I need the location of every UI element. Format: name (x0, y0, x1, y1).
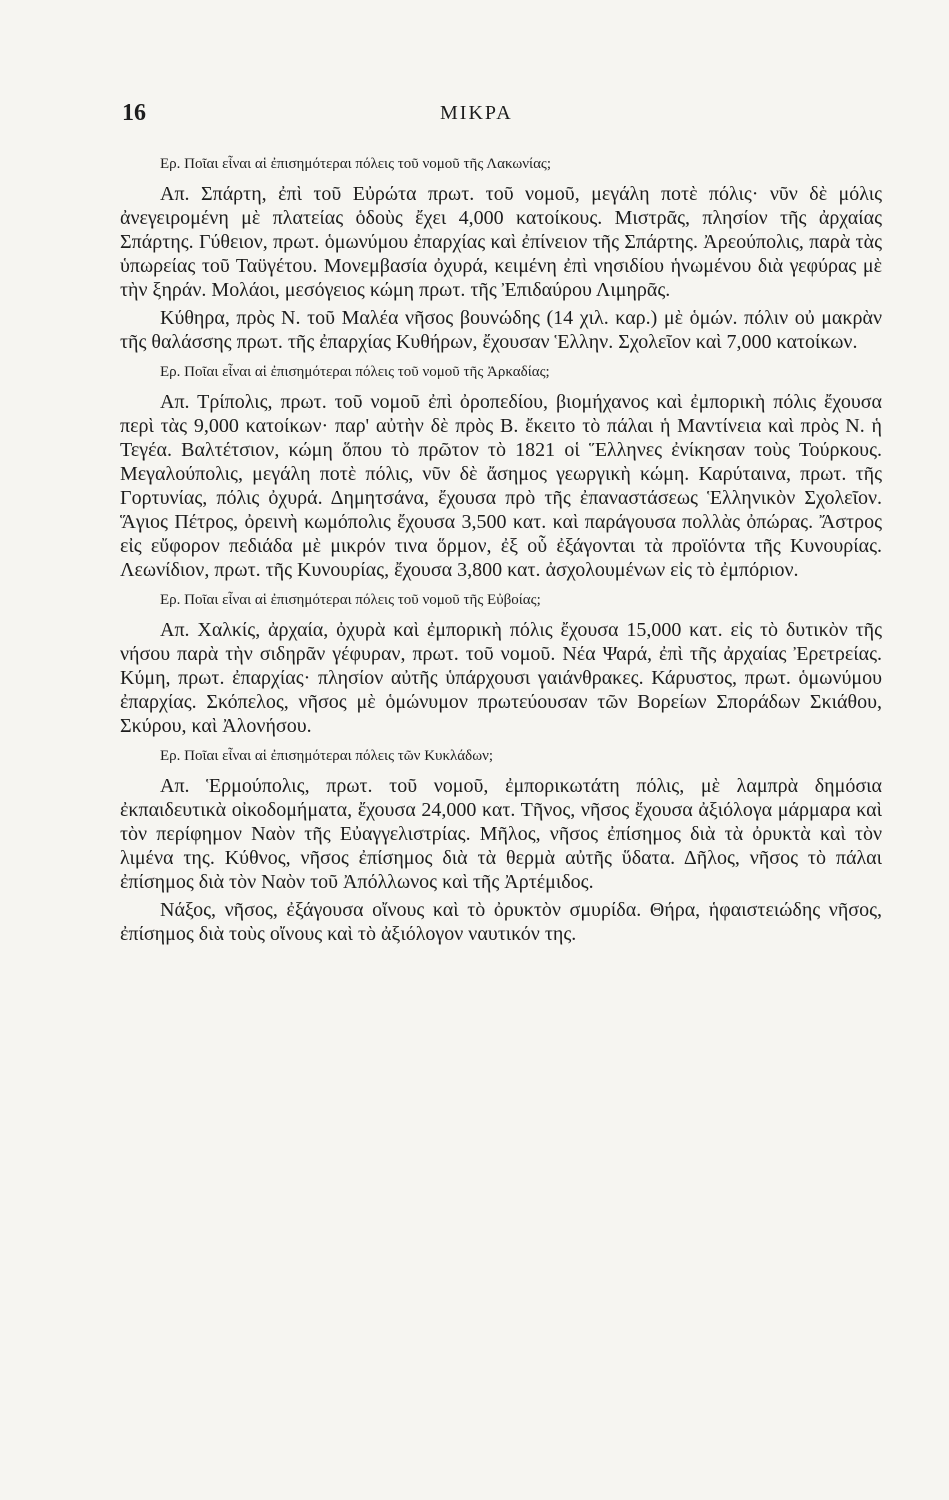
answer-arcadia: Απ. Τρίπολις, πρωτ. τοῦ νομοῦ ἐπὶ ὀροπεδίου, βιομήχανος καὶ ἐμπορικὴ πόλις ἔχουσα περὶ τὰς 9,000 κατοίκων· παρ' αὐτὴν δὲ πρὸς Β. ἔκειτο τὸ πάλαι ἡ Μαντίνεια καὶ πρὸς Ν. ἡ Τεγέα. Βαλτέτσιον, κώμη ὅπου τὸ πρῶτον τὸ 1821 οἱ Ἕλληνες ἐνίκησαν τοὺς Τούρκους. Μεγαλούπολις, μεγάλη ποτὲ πόλις, νῦν δὲ ἄσημος γεωργικὴ κώμη. Καρύταινα, πρωτ. τῆς Γορτυνίας, πόλις ὀχυρά. Δημητσάνα, ἔχουσα πρὸ τῆς ἐπαναστάσεως Ἑλληνικὸν Σχολεῖον. Ἅγιος Πέτρος, ὀρεινὴ κωμόπολις ἔχουσα 3,500 κατ. καὶ παράγουσα πολλὰς ὀπώρας. Ἄστρος εἰς εὔφορον πεδιάδα μὲ μικρόν τινα ὅρμον, ἐξ οὗ ἐξάγονται τὰ προϊόντα τῆς Κυνουρίας. Λεωνίδιον, πρωτ. τῆς Κυνουρίας, ἔχουσα 3,800 κατ. ἀσχολουμένων εἰς τὸ ἐμπόριον. (120, 391, 882, 581)
answer-cyclades: Απ. Ἑρμούπολις, πρωτ. τοῦ νομοῦ, ἐμπορικωτάτη πόλις, μὲ λαμπρὰ δημόσια ἐκπαιδευτικὰ οἰκοδομήματα, ἔχουσα 24,000 κατ. Τῆνος, νῆσος ἔχουσα ἀξιόλογα μάρμαρα καὶ τὸν περίφημον Ναὸν τῆς Εὐαγγελιστρίας. Μῆλος, νῆσος ἐπίσημος διὰ τὰ ὀρυκτὰ καὶ τὸν λιμένα της. Κύθνος, νῆσος ἐπίσημος διὰ τὰ θερμὰ αὐτῆς ὕδατα. Δῆλος, νῆσος τὸ πάλαι ἐπίσημος διὰ τὸν Ναὸν τοῦ Ἀπόλλωνος καὶ τῆς Ἀρτέμιδος. (120, 775, 882, 893)
question-cyclades: Ερ. Ποῖαι εἶναι αἱ ἐπισημότεραι πόλεις τῶν Κυκλάδων; (160, 748, 494, 764)
page-number: 16 (122, 100, 146, 126)
page-body (120, 152, 882, 952)
answer-naxos-thera: Νάξος, νῆσος, ἐξάγουσα οἴνους καὶ τὸ ὀρυκτὸν σμυρίδα. Θήρα, ἡφαιστειώδης νῆσος, ἐπίσημος διὰ τοὺς οἴνους καὶ τὸ ἀξιόλογον ναυτικόν της. (120, 899, 882, 945)
answer-euboea: Απ. Χαλκίς, ἀρχαία, ὀχυρὰ καὶ ἐμπορικὴ πόλις ἔχουσα 15,000 κατ. εἰς τὸ δυτικὸν τῆς νήσου παρὰ τὴν σιδηρᾶν γέφυραν, πρωτ. τοῦ νομοῦ. Νέα Ψαρά, ἐπὶ τῆς ἀρχαίας Ἐρετρείας. Κύμη, πρωτ. ἐπαρχίας· πλησίον αὐτῆς ὑπάρχουσι γαιάνθρακες. Κάρυστος, πρωτ. ὁμωνύμου ἐπαρχίας. Σκόπελος, νῆσος μὲ ὁμώνυμον πρωτεύουσαν τῶν Βορείων Σποράδων Σκιάθου, Σκύρου, καὶ Ἀλονήσου. (120, 619, 882, 737)
answer-kythera: Κύθηρα, πρὸς Ν. τοῦ Μαλέα νῆσος βουνώδης (14 χιλ. καρ.) μὲ ὁμών. πόλιν οὐ μακρὰν τῆς θαλάσσης πρωτ. τῆς ἐπαρχίας Κυθήρων, ἔχουσαν Ἑλλην. Σχολεῖον καὶ 7,000 κατοίκων. (120, 307, 882, 353)
running-title: ΜΙΚΡΑ (440, 102, 513, 124)
question-arcadia: Ερ. Ποῖαι εἶναι αἱ ἐπισημότεραι πόλεις τοῦ νομοῦ τῆς Ἀρκαδίας; (160, 364, 550, 380)
answer-laconia: Απ. Σπάρτη, ἐπὶ τοῦ Εὐρώτα πρωτ. τοῦ νομοῦ, μεγάλη ποτὲ πόλις· νῦν δὲ μόλις ἀνεγειρομένη μὲ πλατείας ὁδοὺς ἔχει 4,000 κατοίκους. Μιστρᾶς, πλησίον τῆς ἀρχαίας Σπάρτης. Γύθειον, πρωτ. ὁμωνύμου ἐπαρχίας καὶ ἐπίνειον τῆς Σπάρτης. Ἀρεούπολις, παρὰ τὰς ὑπωρείας τοῦ Ταϋγέτου. Μονεμβασία ὀχυρά, κειμένη ἐπὶ νησιδίου ἡνωμένου διὰ γεφύρας μὲ τὴν ξηράν. Μολάοι, μεσόγειος κώμη πρωτ. τῆς Ἐπιδαύρου Λιμηρᾶς. (120, 183, 882, 301)
question-laconia: Ερ. Ποῖαι εἶναι αἱ ἐπισημότεραι πόλεις τοῦ νομοῦ τῆς Λακωνίας; (160, 156, 552, 172)
page-header (122, 100, 882, 140)
question-euboea: Ερ. Ποῖαι εἶναι αἱ ἐπισημότεραι πόλεις τοῦ νομοῦ τῆς Εὐβοίας; (160, 592, 541, 608)
